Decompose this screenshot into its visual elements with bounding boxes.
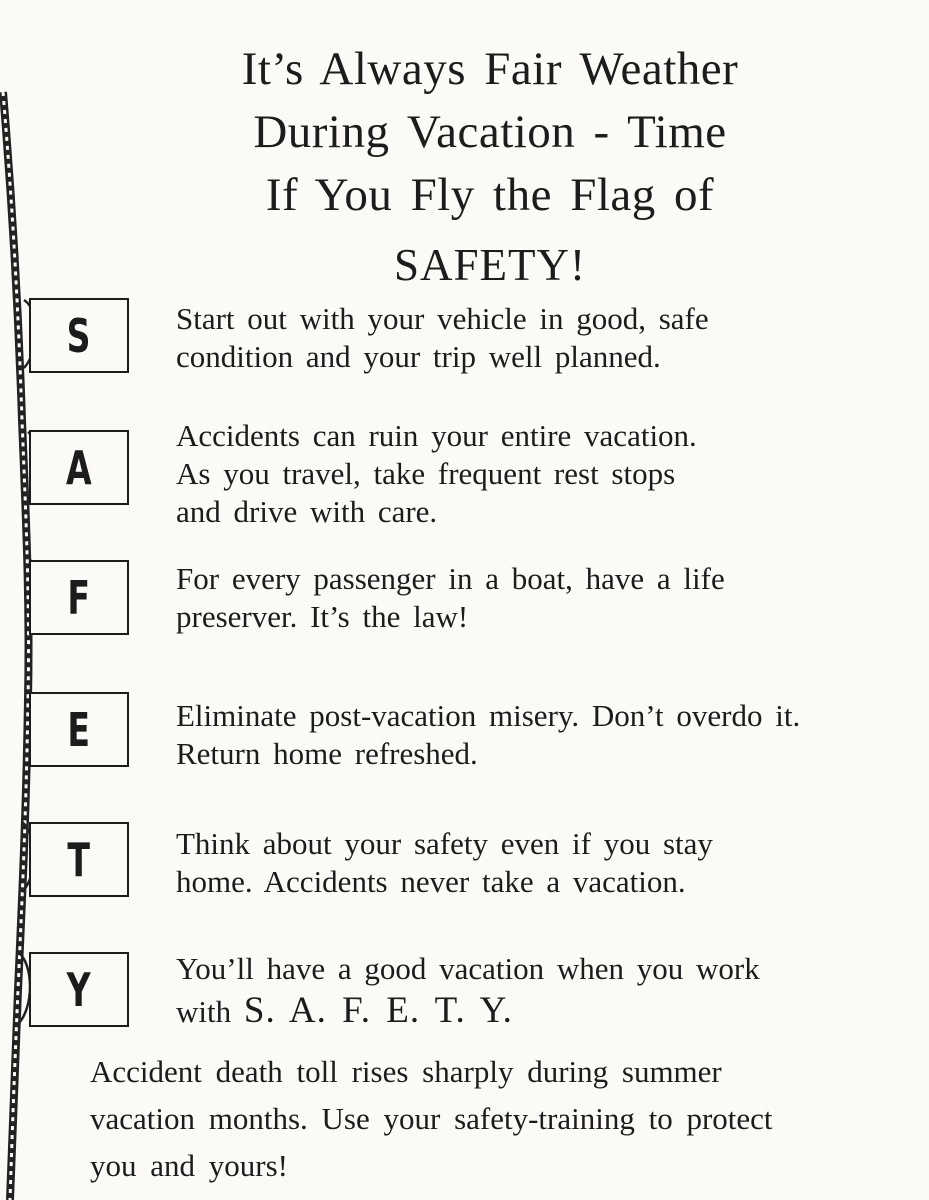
tip-line: preserver. It’s the law!	[176, 599, 469, 634]
flag-letter-f	[29, 560, 129, 635]
tip-line: home. Accidents never take a vacation.	[176, 864, 686, 899]
footer-line: vacation months. Use your safety-training to protect	[90, 1101, 773, 1136]
flag-letter-s	[29, 298, 129, 373]
tip-line: You’ll have a good vacation when you work	[176, 951, 760, 986]
flag-letter-text: S	[67, 308, 91, 363]
tip-line-prefix: with	[176, 994, 244, 1029]
flag-letter-a	[29, 430, 129, 505]
tip-line: condition and your trip well planned.	[176, 339, 661, 374]
flag-letter-t	[29, 822, 129, 897]
flag-letter-e	[29, 692, 129, 767]
tip-line: and drive with care.	[176, 494, 438, 529]
footer-line: Accident death toll rises sharply during summer	[90, 1054, 722, 1089]
title-safety: SAFETY!	[393, 240, 586, 290]
tip-a	[176, 417, 896, 531]
flag-letter-text: T	[67, 832, 91, 887]
flag-letter-text: E	[67, 702, 91, 757]
footer-note	[90, 1048, 900, 1189]
tip-y	[176, 950, 896, 1031]
footer-line: you and yours!	[90, 1148, 288, 1183]
page-title	[150, 38, 830, 295]
flag-letter-y	[29, 952, 129, 1027]
title-line-1: It’s Always Fair Weather	[241, 43, 739, 95]
tip-t	[176, 825, 896, 901]
tip-line: Start out with your vehicle in good, safe	[176, 301, 709, 336]
tip-line: Return home refreshed.	[176, 736, 478, 771]
tip-f	[176, 560, 896, 636]
flag-letter-text: A	[66, 440, 92, 495]
title-line-2: During Vacation - Time	[253, 106, 727, 158]
tip-line: Think about your safety even if you stay	[176, 826, 713, 861]
tip-line: For every passenger in a boat, have a life	[176, 561, 725, 596]
title-line-3: If You Fly the Flag of	[265, 169, 715, 221]
tip-line: Accidents can ruin your entire vacation.	[176, 418, 697, 453]
tip-e	[176, 697, 896, 773]
flag-letter-text: F	[67, 570, 91, 625]
flag-letter-text: Y	[67, 962, 91, 1017]
tip-line: Eliminate post-vacation misery. Don’t overdo it.	[176, 698, 801, 733]
tip-s	[176, 300, 896, 376]
tip-line: As you travel, take frequent rest stops	[176, 456, 676, 491]
safety-acronym: S. A. F. E. T. Y.	[243, 990, 513, 1031]
